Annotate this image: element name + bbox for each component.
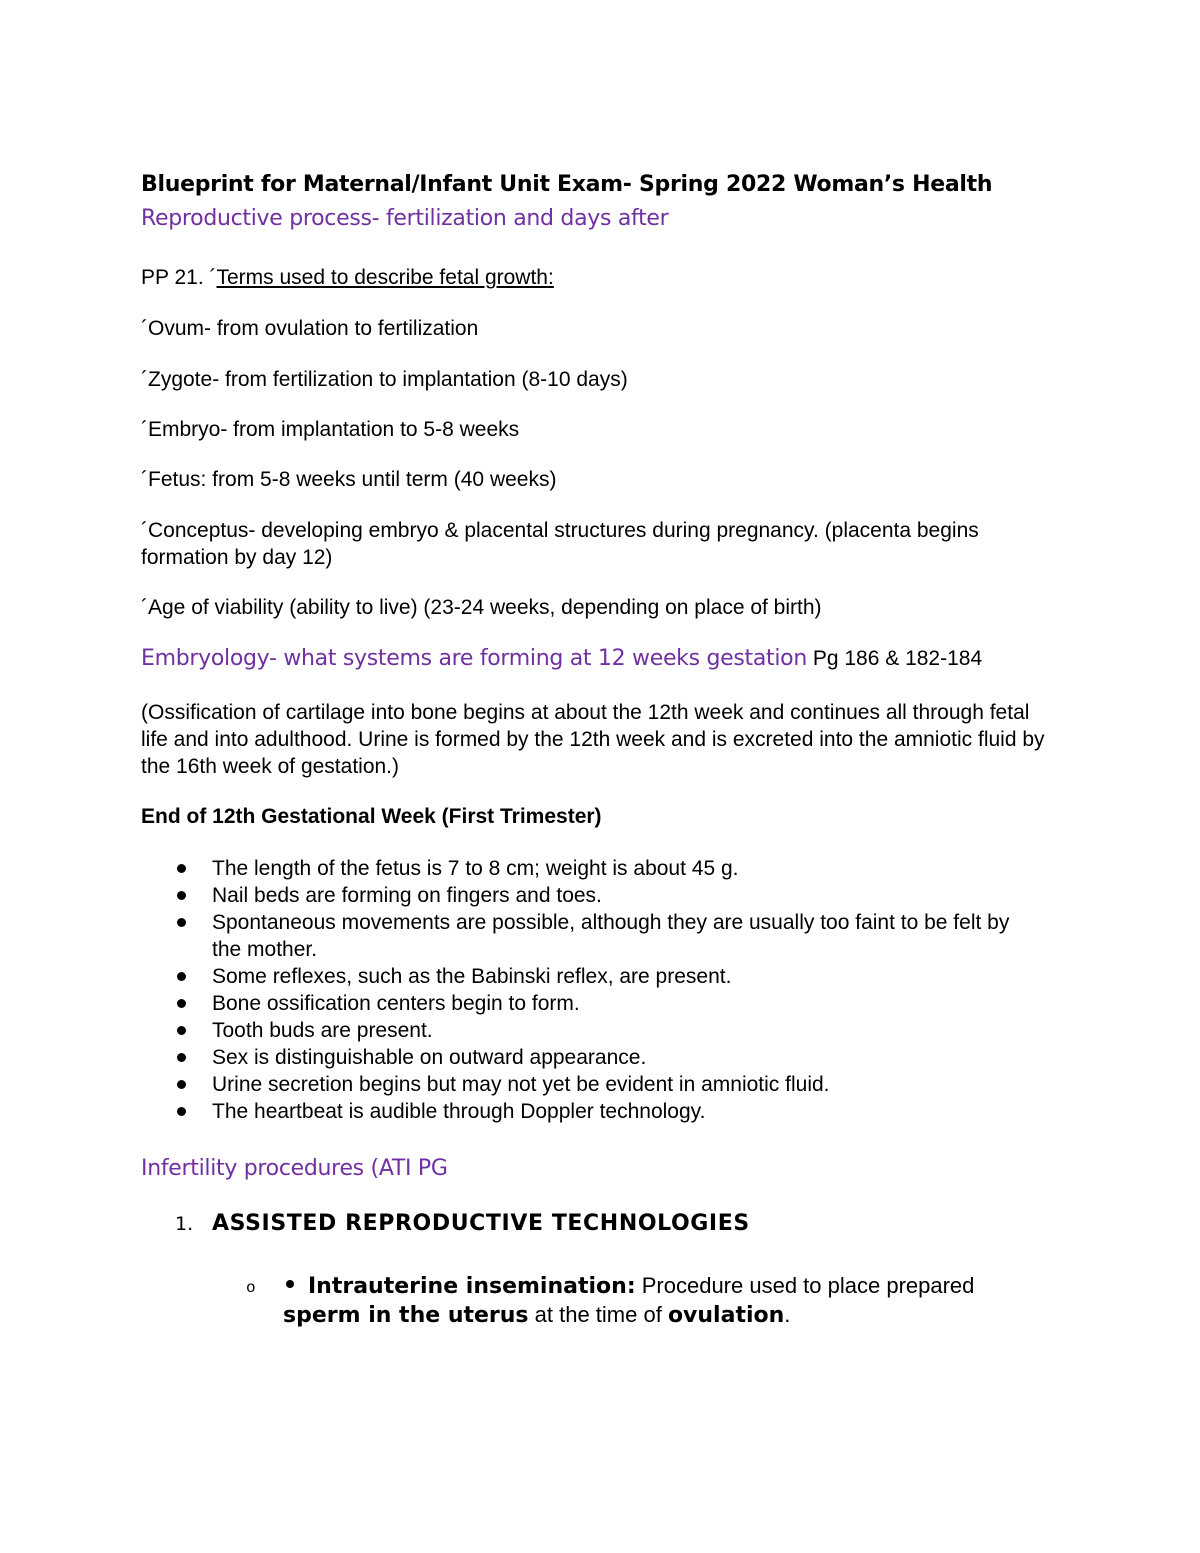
end-of-12th-week-heading: End of 12th Gestational Week (First Trimester) [141, 805, 602, 828]
term-zygote: ´Zygote- from fertilization to implantation (8-10 days) [141, 368, 628, 391]
pp-terms-underlined: Terms used to describe fetal growth: [216, 266, 554, 289]
pp-prefix: PP 21. ´ [141, 266, 217, 289]
bullet-icon [177, 864, 186, 873]
term-ovum: ´Ovum- from ovulation to fertilization [141, 317, 479, 340]
iui-term: Intrauterine insemination: [308, 1274, 636, 1299]
term-conceptus: ´Conceptus- developing embryo & placental structures during pregnancy. (placenta begins formation by day 12) [141, 519, 979, 569]
bullet-icon [177, 999, 186, 1008]
section-heading-infertility: Infertility procedures (ATI PG [141, 1156, 448, 1181]
list-item: The heartbeat is audible through Doppler technology. [141, 1098, 1041, 1125]
list-item: Spontaneous movements are possible, although they are usually too faint to be felt by the mother. [141, 909, 1041, 963]
sub-list-marker: o [246, 1279, 256, 1297]
term-fetus: ´Fetus: from 5-8 weeks until term (40 weeks) [141, 468, 557, 491]
section-heading-embryology: Embryology- what systems are forming at 12 weeks gestation [141, 646, 807, 671]
list-item: Tooth buds are present. [141, 1017, 1041, 1044]
bullet-icon [177, 972, 186, 981]
iui-paragraph: Intrauterine insemination: Procedure used to place prepared sperm in the uterus at the time of ovulation. [283, 1273, 975, 1328]
bullet-icon [177, 918, 186, 927]
art-heading: ASSISTED REPRODUCTIVE TECHNOLOGIES [212, 1211, 750, 1236]
list-number: 1. [175, 1213, 194, 1235]
term-viability: ´Age of viability (ability to live) (23-24 weeks, depending on place of birth) [141, 596, 822, 619]
embryology-heading-line [141, 645, 982, 672]
list-item: Some reflexes, such as the Babinski reflex, are present. [141, 963, 1041, 990]
bullet-icon [177, 1107, 186, 1116]
list-item: The length of the fetus is 7 to 8 cm; weight is about 45 g. [141, 855, 1041, 882]
list-item: Nail beds are forming on fingers and toes. [141, 882, 1041, 909]
list-item: Bone ossification centers begin to form. [141, 990, 1041, 1017]
document-title: Blueprint for Maternal/Infant Unit Exam- Spring 2022 Woman’s Health [141, 172, 993, 197]
bullet-icon [286, 1280, 294, 1288]
pp-terms-line [141, 264, 554, 291]
term-embryo: ´Embryo- from implantation to 5-8 weeks [141, 418, 520, 441]
fetal-development-list [141, 855, 1041, 1125]
bullet-icon [177, 891, 186, 900]
bullet-icon [177, 1026, 186, 1035]
ossification-paragraph: (Ossification of cartilage into bone begins at about the 12th week and continues all through fetal life and into adulthood. Urine is formed by the 12th week and is excreted into the amniotic fluid by the 16th week of gestation.) [141, 701, 1045, 778]
bullet-icon [177, 1053, 186, 1062]
bullet-icon [177, 1080, 186, 1089]
list-item: Urine secretion begins but may not yet be evident in amniotic fluid. [141, 1071, 1041, 1098]
section-heading-reproductive: Reproductive process- fertilization and days after [141, 206, 669, 231]
embryology-page-ref: Pg 186 & 182-184 [807, 647, 983, 670]
list-item: Sex is distinguishable on outward appearance. [141, 1044, 1041, 1071]
